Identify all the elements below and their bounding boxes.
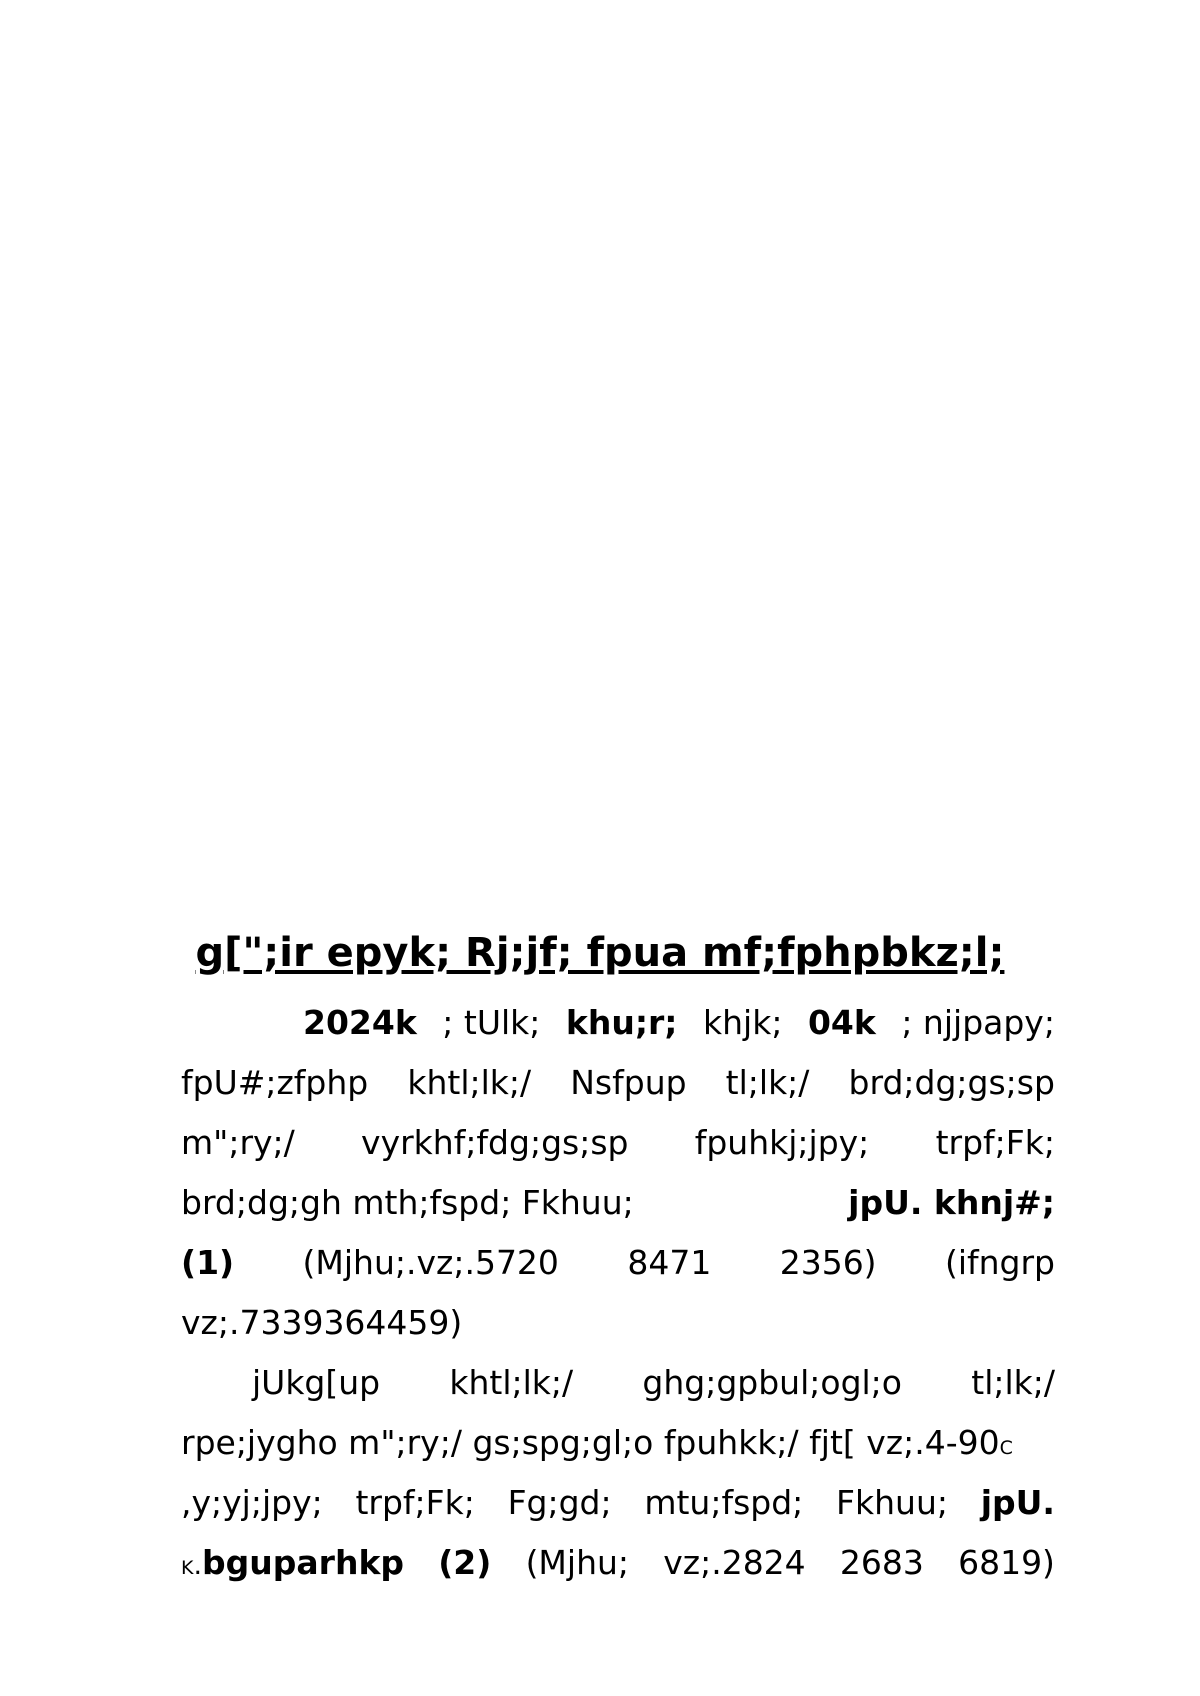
text-word: fpU#;zfphp (181, 1063, 369, 1102)
text-word: brd;dg;gs;sp (848, 1063, 1055, 1102)
text-word: khu;r; (565, 1003, 678, 1042)
text-word: bguparhkp (202, 1543, 405, 1582)
text-word: ; njjpapy; (901, 1003, 1055, 1042)
text-word: Nsfpup (570, 1063, 687, 1102)
text-line (181, 1353, 1055, 1413)
text-word: m";ry;/ (181, 1123, 295, 1162)
paragraph-1 (181, 993, 1055, 1353)
text-word: 6819) (958, 1543, 1055, 1582)
text-word: jpU. (980, 1483, 1055, 1522)
text-word: 04k (807, 1003, 876, 1042)
text-word: (Mjhu;.vz;.5720 (302, 1243, 559, 1282)
text-word: vz;.2824 (663, 1543, 806, 1582)
text-word: Fkhuu; (836, 1483, 948, 1522)
text-line (181, 1113, 1055, 1173)
text-line (181, 1053, 1055, 1113)
text-word: (Mjhu; (525, 1543, 630, 1582)
text-word: khtl;lk;/ (449, 1363, 574, 1402)
text-word: brd;dg;gh mth;fspd; Fkhuu; (181, 1183, 634, 1222)
text-word: 2356) (779, 1243, 877, 1282)
text-word: vyrkhf;fdg;gs;sp (361, 1123, 629, 1162)
text-word: ghg;gpbul;ogl;o (642, 1363, 902, 1402)
text-word: (2) (438, 1543, 492, 1582)
text-word: (1) (181, 1243, 235, 1282)
text-word: 2024k (303, 1003, 417, 1042)
text-line (181, 1413, 1055, 1473)
text-line (181, 1473, 1055, 1533)
text-line (181, 1533, 1055, 1593)
text-line (181, 1293, 1055, 1353)
text-word: khtl;lk;/ (407, 1063, 532, 1102)
text-word: Fg;gd; (507, 1483, 612, 1522)
text-word: khjk; (703, 1003, 783, 1042)
text-word: jUkg[up (252, 1363, 381, 1402)
text-word: rpe;jygho m";ry;/ gs;spg;gl;o fpuhkk;/ fjt[ vz;.4-90 (181, 1423, 1000, 1462)
text-word: c (999, 1430, 1013, 1461)
text-line (181, 993, 1055, 1053)
name-group (181, 1533, 404, 1596)
text-word: mtu;fspd; (644, 1483, 804, 1522)
text-word: 8471 (627, 1243, 712, 1282)
text-word: vz;.7339364459) (181, 1303, 463, 1342)
document-title: g[";ir epyk; Rj;jf; fpua mf;fphpbkz;l; (195, 930, 1005, 976)
text-word: jpU. khnj#; (848, 1183, 1055, 1222)
text-word: (ifngrp (944, 1243, 1055, 1282)
paragraph-2 (181, 1353, 1055, 1593)
text-word: tl;lk;/ (971, 1363, 1055, 1402)
text-word: trpf;Fk; (355, 1483, 475, 1522)
text-word: k. (181, 1550, 203, 1581)
text-word: trpf;Fk; (935, 1123, 1055, 1162)
text-word: fpuhkj;jpy; (694, 1123, 870, 1162)
text-line (181, 1233, 1055, 1293)
text-word: 2683 (839, 1543, 924, 1582)
text-word: ,y;yj;jpy; (181, 1483, 323, 1522)
text-word: ; tUlk; (442, 1003, 541, 1042)
text-word: tl;lk;/ (725, 1063, 810, 1102)
text-line (181, 1173, 1055, 1233)
